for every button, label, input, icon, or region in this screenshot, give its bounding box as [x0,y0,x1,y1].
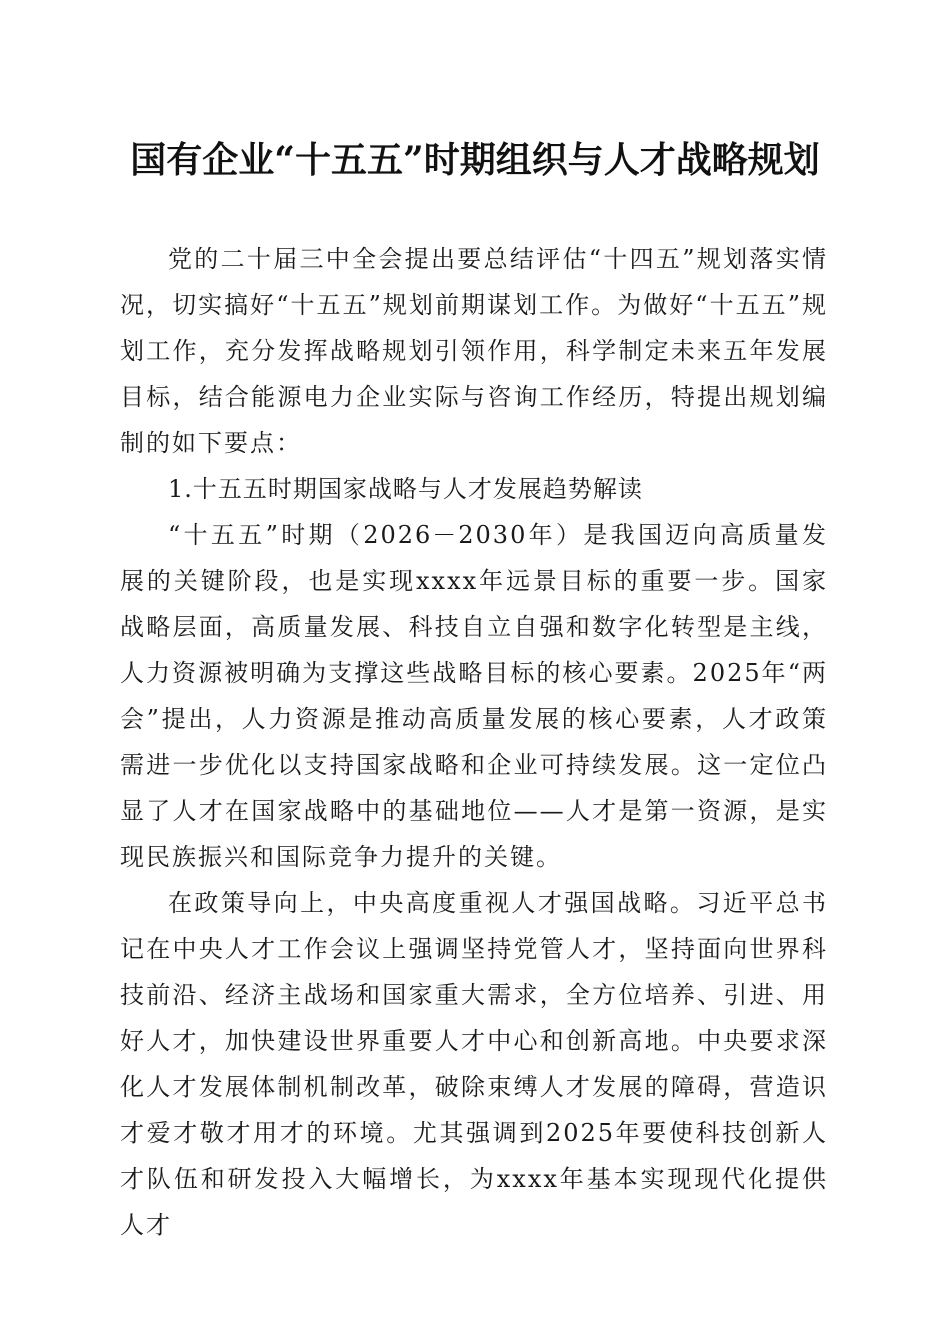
document-title: 国有企业“十五五”时期组织与人才战略规划 [130,139,820,181]
paragraph-trend: “十五五”时期（2026－2030年）是我国迈向高质量发展的关键阶段，也是实现xxxx年远景目标的重要一步。国家战略层面，高质量发展、科技自立自强和数字化转型是主线，人力资源被明确为支撑这些战略目标的核心要素。2025年“两会”提出，人力资源是推动高质量发展的核心要素，人才政策需进一步优化以支持国家战略和企业可持续发展。这一定位凸显了人才在国家战略中的基础地位——人才是第一资源，是实现民族振兴和国际竞争力提升的关键。 [120,521,828,871]
section-heading-1: 1.十五五时期国家战略与人才发展趋势解读 [168,475,643,503]
document-body [120,236,828,1248]
paragraph-policy: 在政策导向上，中央高度重视人才强国战略。习近平总书记在中央人才工作会议上强调坚持党管人才，坚持面向世界科技前沿、经济主战场和国家重大需求，全方位培养、引进、用好人才，加快建设世界重要人才中心和创新高地。中央要求深化人才发展体制机制改革，破除束缚人才发展的障碍，营造识才爱才敬才用才的环境。尤其强调到2025年要使科技创新人才队伍和研发投入大幅增长，为xxxx年基本实现现代化提供人才 [120,889,828,1239]
paragraph-intro: 党的二十届三中全会提出要总结评估“十四五”规划落实情况，切实搞好“十五五”规划前期谋划工作。为做好“十五五”规划工作，充分发挥战略规划引领作用，科学制定未来五年发展目标，结合能源电力企业实际与咨询工作经历，特提出规划编制的如下要点： [120,245,828,457]
